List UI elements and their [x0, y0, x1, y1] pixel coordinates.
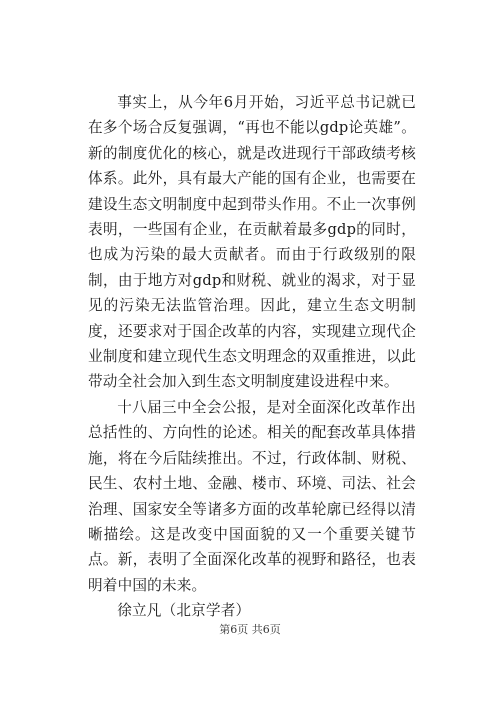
- author-line: 徐立凡（北京学者）: [117, 602, 251, 620]
- document-body: [88, 90, 416, 624]
- paragraph-1: 事实上，从今年6月开始，习近平总书记就已在多个场合反复强调，“再也不能以gdp论英雄”。新的制度优化的核心，就是改进现行干部政绩考核体系。此外，具有最大产能的国有企业，也需要在建设生态文明制度中起到带头作用。不止一次事例表明，一些国有企业，在贡献着最多gdp的同时，也成为污染的最大贡献者。而由于行政级别的限制，由于地方对gdp和财税、就业的渴求，对于显见的污染无法监管治理。因此，建立生态文明制度，还要求对于国企改革的内容，实现建立现代企业制度和建立现代生态文明理念的双重推进，以此带动全社会加入到生态文明制度建设进程中来。: [88, 94, 416, 391]
- paragraph-2: 十八届三中全会公报，是对全面深化改革作出总括性的、方向性的论述。相关的配套改革具体措施，将在今后陆续推出。不过，行政体制、财税、民生、农村土地、金融、楼市、环境、司法、社会治理、国家安全等诸多方面的改革轮廓已经得以清晰描绘。这是改变中国面貌的又一个重要关键节点。新，表明了全面深化改革的视野和路径，也表明着中国的未来。: [88, 398, 416, 594]
- page-footer: 第6页 共6页: [219, 623, 281, 636]
